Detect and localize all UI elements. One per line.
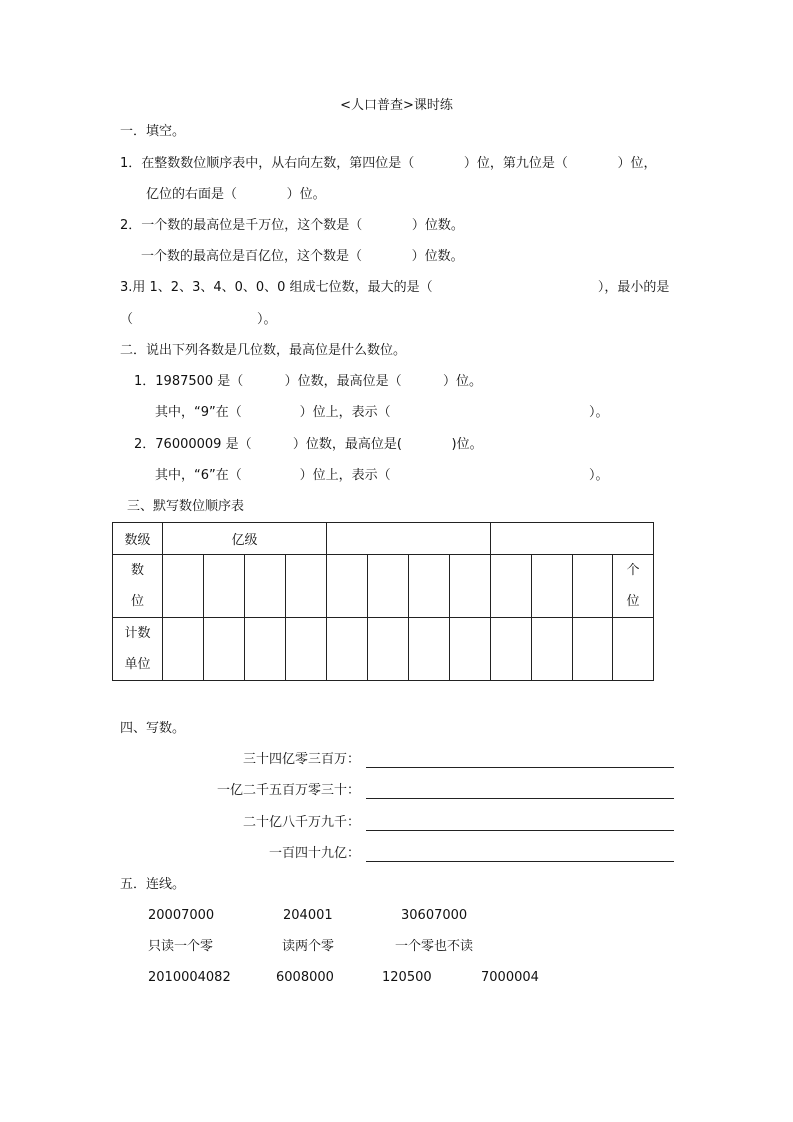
match-rule[interactable]: 读两个零 — [282, 939, 335, 954]
match-number[interactable]: 120500 — [382, 970, 432, 985]
match-rule[interactable]: 只读一个零 — [148, 939, 214, 954]
place-value-table — [112, 522, 654, 681]
question-2-2-line-1: 2．76000009 是（ ）位数，最高位是( )位。 — [134, 437, 483, 452]
place-cell[interactable] — [368, 555, 409, 618]
answer-line[interactable] — [366, 767, 674, 768]
match-number[interactable]: 6008000 — [276, 970, 334, 985]
row-label-place-bottom: 位 — [130, 594, 144, 609]
question-1-3-line-1: 3.用 1、2、3、4、0、0、0 组成七位数，最大的是（ ），最小的是 — [120, 280, 670, 295]
place-cell[interactable] — [573, 555, 613, 618]
section-4-heading: 四、写数。 — [120, 721, 186, 736]
place-cell[interactable] — [532, 555, 573, 618]
place-cell[interactable] — [245, 555, 286, 618]
place-cell[interactable] — [204, 555, 245, 618]
match-number[interactable]: 20007000 — [148, 908, 215, 923]
answer-line[interactable] — [366, 830, 674, 831]
write-item-label: 二十亿八千万九千： — [242, 815, 360, 830]
section-1-heading: 一．填空。 — [120, 124, 186, 139]
level-blank-2[interactable] — [327, 523, 491, 555]
write-item-label: 一百四十九亿： — [268, 846, 360, 861]
write-item-label: 一亿二千五百万零三十： — [216, 783, 360, 798]
row-label-unit — [113, 618, 163, 681]
unit-cell[interactable] — [532, 618, 573, 681]
row-label-place-top: 数 — [130, 563, 144, 578]
answer-line[interactable] — [366, 798, 674, 799]
question-1-2-line-1: 2．一个数的最高位是千万位，这个数是（ ）位数。 — [120, 218, 464, 233]
unit-cell[interactable] — [286, 618, 327, 681]
unit-cell[interactable] — [613, 618, 654, 681]
question-2-1-line-2: 其中，“9”在（ ）位上，表示（ ）。 — [155, 405, 609, 420]
place-cell[interactable] — [286, 555, 327, 618]
section-5-heading: 五．连线。 — [120, 877, 186, 892]
place-cell[interactable] — [327, 555, 368, 618]
place-cell-ones — [613, 555, 654, 618]
match-number[interactable]: 2010004082 — [148, 970, 231, 985]
level-yi[interactable]: 亿级 — [163, 523, 327, 555]
row-label-unit-top: 计数 — [124, 626, 151, 641]
level-blank-3[interactable] — [491, 523, 654, 555]
unit-cell[interactable] — [491, 618, 532, 681]
unit-cell[interactable] — [409, 618, 450, 681]
unit-cell[interactable] — [245, 618, 286, 681]
question-1-1-line-1: 1．在整数数位顺序表中，从右向左数，第四位是（ ）位，第九位是（ ）位， — [120, 156, 657, 171]
unit-cell[interactable] — [573, 618, 613, 681]
match-number[interactable]: 30607000 — [401, 908, 468, 923]
question-1-1-line-2: 亿位的右面是（ ）位。 — [146, 187, 326, 202]
unit-cell[interactable] — [327, 618, 368, 681]
question-1-2-line-2: 一个数的最高位是百亿位，这个数是（ ）位数。 — [141, 249, 464, 264]
ones-bottom: 位 — [626, 594, 640, 609]
question-1-3-line-2: （ ）。 — [120, 312, 277, 327]
place-cell[interactable] — [491, 555, 532, 618]
question-2-2-line-2: 其中，“6”在（ ）位上，表示（ ）。 — [155, 468, 609, 483]
write-item-label: 三十四亿零三百万： — [242, 752, 360, 767]
match-rule[interactable]: 一个零也不读 — [395, 939, 474, 954]
unit-cell[interactable] — [204, 618, 245, 681]
row-label-unit-bottom: 单位 — [124, 657, 151, 672]
place-cell[interactable] — [409, 555, 450, 618]
place-cell[interactable] — [450, 555, 491, 618]
ones-top: 个 — [626, 563, 640, 578]
section-2-heading: 二．说出下列各数是几位数，最高位是什么数位。 — [120, 343, 407, 358]
place-cell[interactable] — [163, 555, 204, 618]
unit-cell[interactable] — [450, 618, 491, 681]
match-number[interactable]: 204001 — [283, 908, 333, 923]
unit-cell[interactable] — [368, 618, 409, 681]
unit-cell[interactable] — [163, 618, 204, 681]
page-title: <人口普查>课时练 — [340, 98, 453, 113]
match-number[interactable]: 7000004 — [481, 970, 539, 985]
row-label-level: 数级 — [113, 523, 163, 555]
answer-line[interactable] — [366, 861, 674, 862]
section-3-heading: 三、默写数位顺序表 — [127, 499, 245, 514]
row-label-place — [113, 555, 163, 618]
question-2-1-line-1: 1．1987500 是（ ）位数，最高位是（ ）位。 — [134, 374, 482, 389]
